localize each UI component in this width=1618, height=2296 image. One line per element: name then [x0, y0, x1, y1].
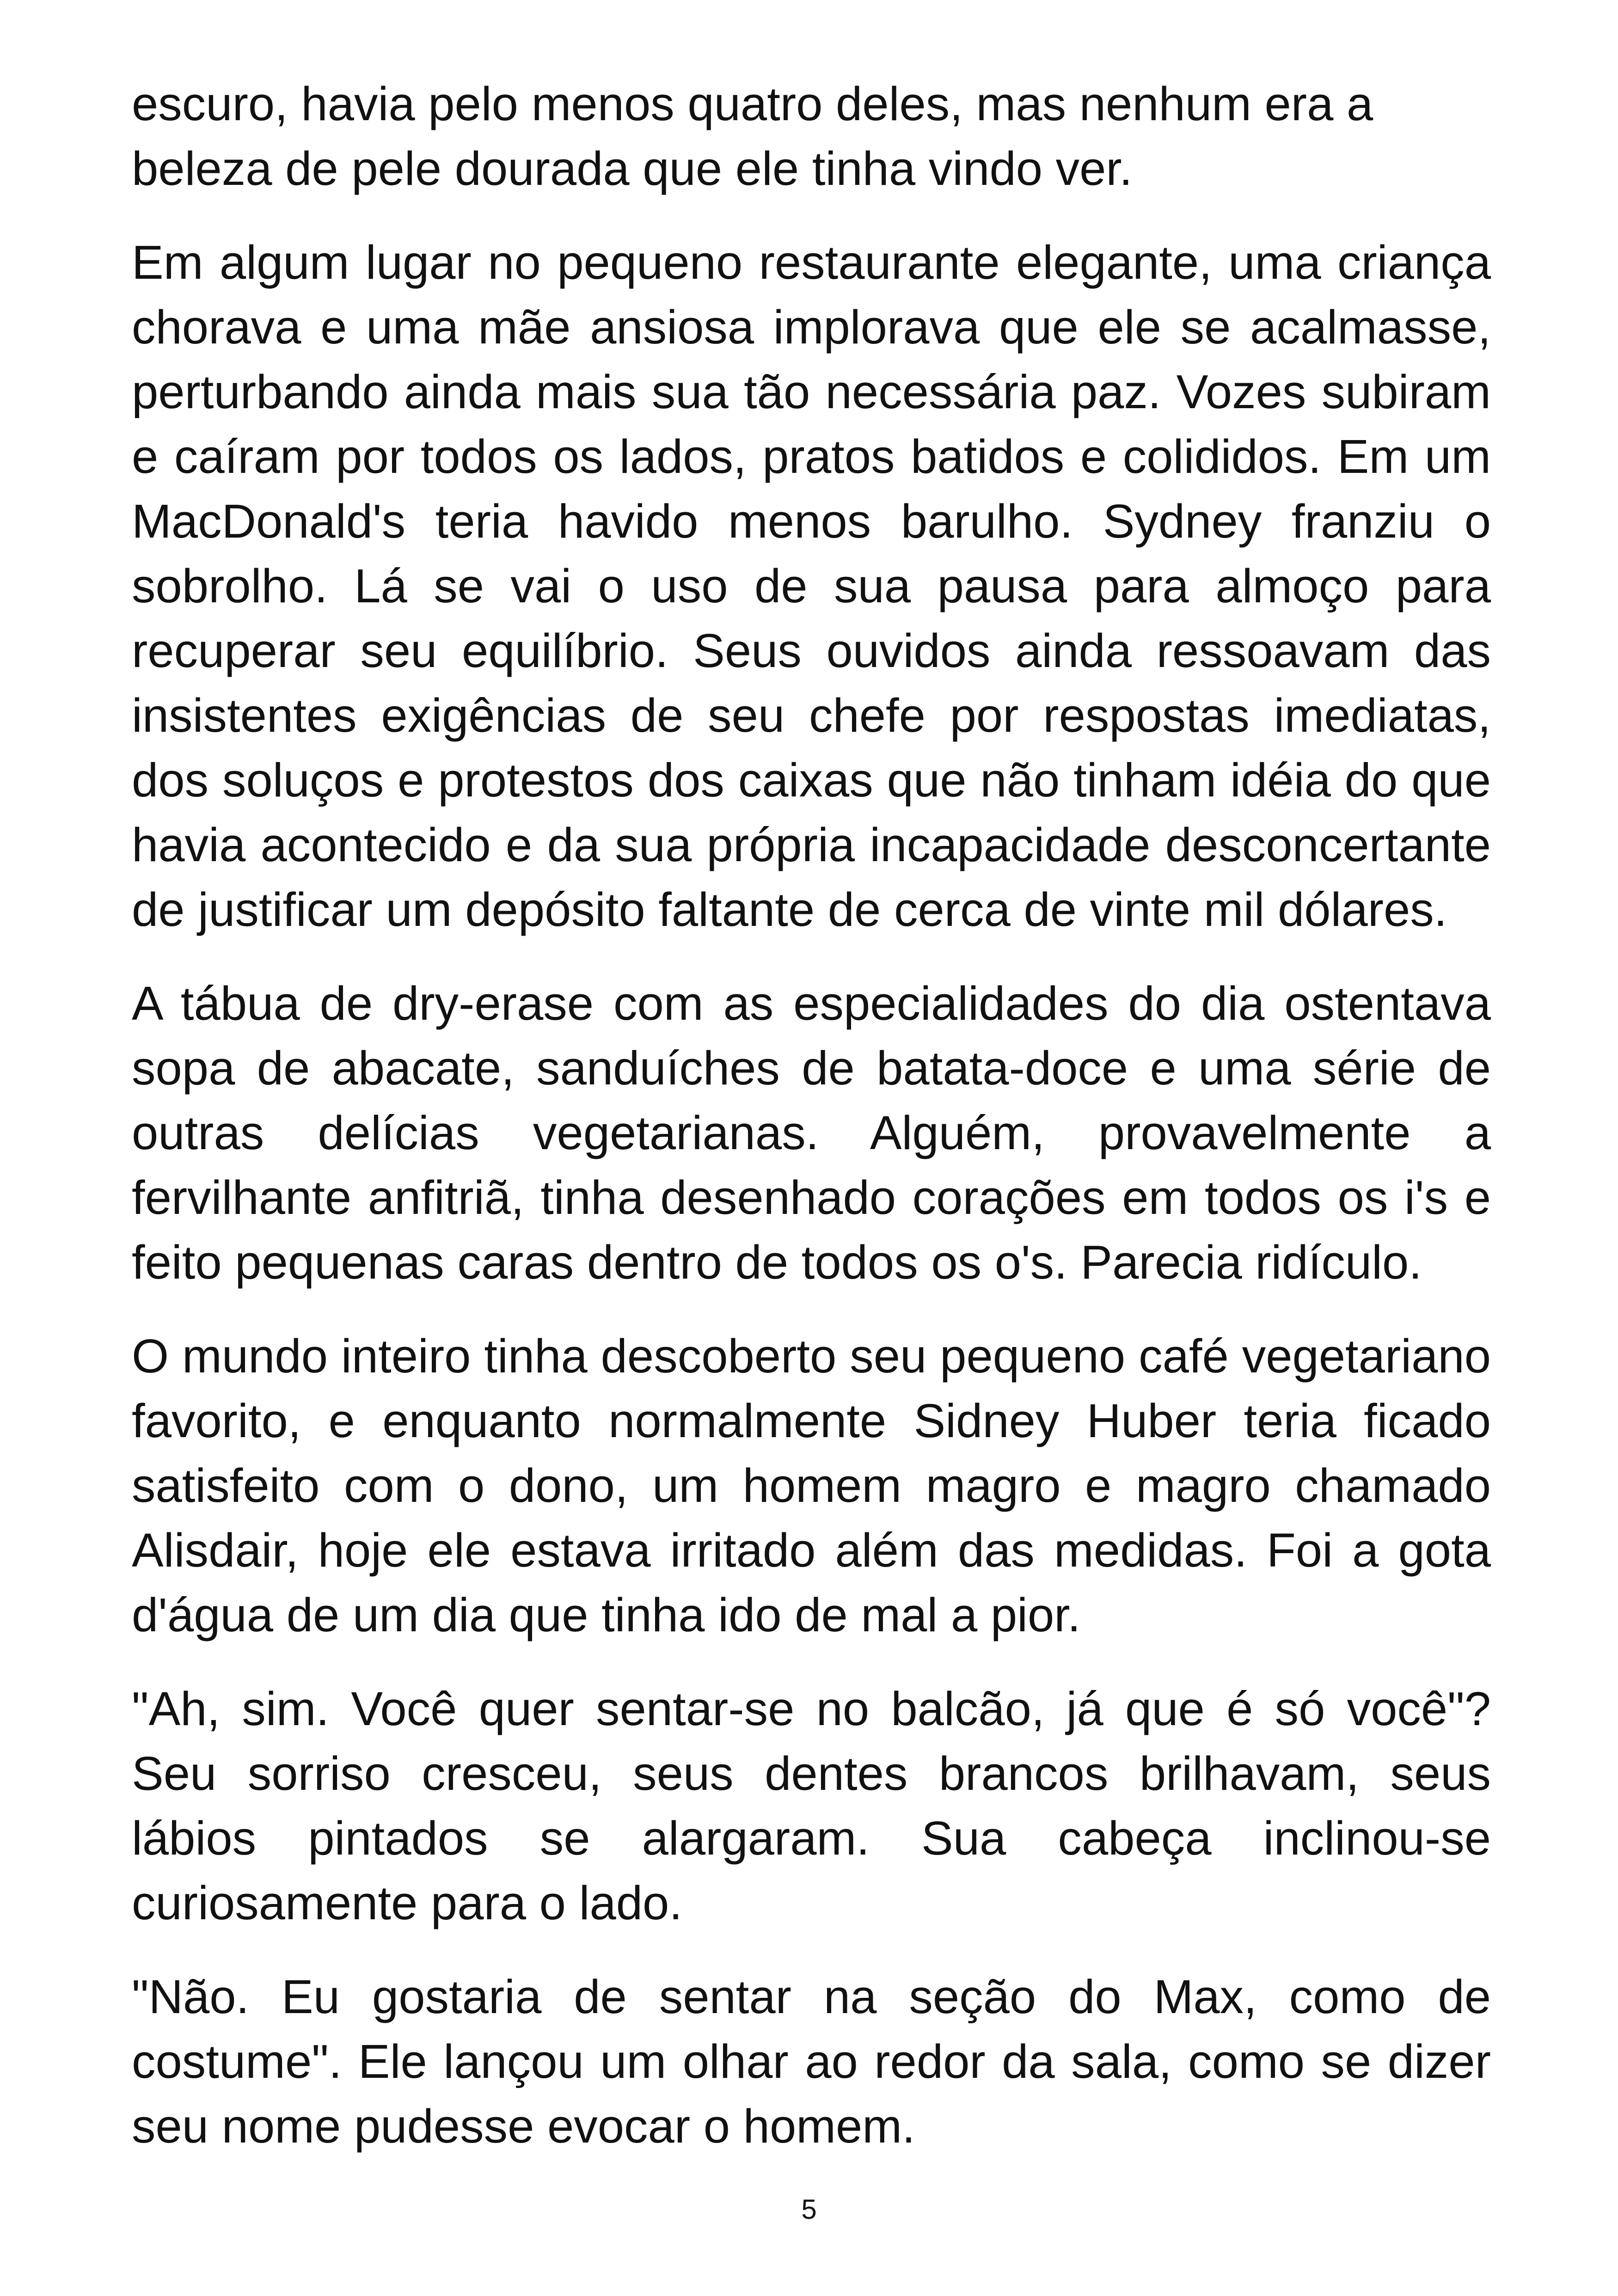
page-number: 5: [801, 2194, 817, 2225]
paragraph-6: "Não. Eu gostaria de sentar na seção do Max, como de costume". Ele lançou um olhar ao redor da sala, como se dizer seu nome pudesse evocar o homem.: [132, 1970, 1491, 2153]
body-text: [132, 72, 1491, 2188]
paragraph-4: O mundo inteiro tinha descoberto seu pequeno café vegetariano favorito, e enquanto normalmente Sidney Huber teria ficado satisfeito com o dono, um homem magro e magro chamado Alisdair, hoje ele estava irritado além das medidas. Foi a gota d'água de um dia que tinha ido de mal a pior.: [132, 1329, 1491, 1641]
paragraph-2: Em algum lugar no pequeno restaurante elegante, uma criança chorava e uma mãe ansiosa implorava que ele se acalmasse, perturbando ainda mais sua tão necessária paz. Vozes subiram e caíram por todos os lados, pratos batidos e colididos. Em um MacDonald's teria havido menos barulho. Sydney franziu o sobrolho. Lá se vai o uso de sua pausa para almoço para recuperar seu equilíbrio. Seus ouvidos ainda ressoavam das insistentes exigências de seu chefe por respostas imediatas, dos soluços e protestos dos caixas que não tinham idéia do que havia acontecido e da sua própria incapacidade desconcertante de justificar um depósito faltante de cerca de vinte mil dólares.: [132, 236, 1491, 936]
paragraph-5: "Ah, sim. Você quer sentar-se no balcão, já que é só você"? Seu sorriso cresceu, seus dentes brancos brilhavam, seus lábios pintados se alargaram. Sua cabeça inclinou-se curiosamente para o lado.: [132, 1682, 1491, 1929]
paragraph-3: A tábua de dry-erase com as especialidades do dia ostentava sopa de abacate, sanduíches de batata-doce e uma série de outras delícias vegetarianas. Alguém, provavelmente a fervilhante anfitriã, tinha desenhado corações em todos os i's e feito pequenas caras dentro de todos os o's. Parecia ridículo.: [132, 977, 1491, 1289]
paragraph-1: escuro, havia pelo menos quatro deles, mas nenhum era a beleza de pele dourada que ele tinha vindo ver.: [132, 77, 1373, 195]
